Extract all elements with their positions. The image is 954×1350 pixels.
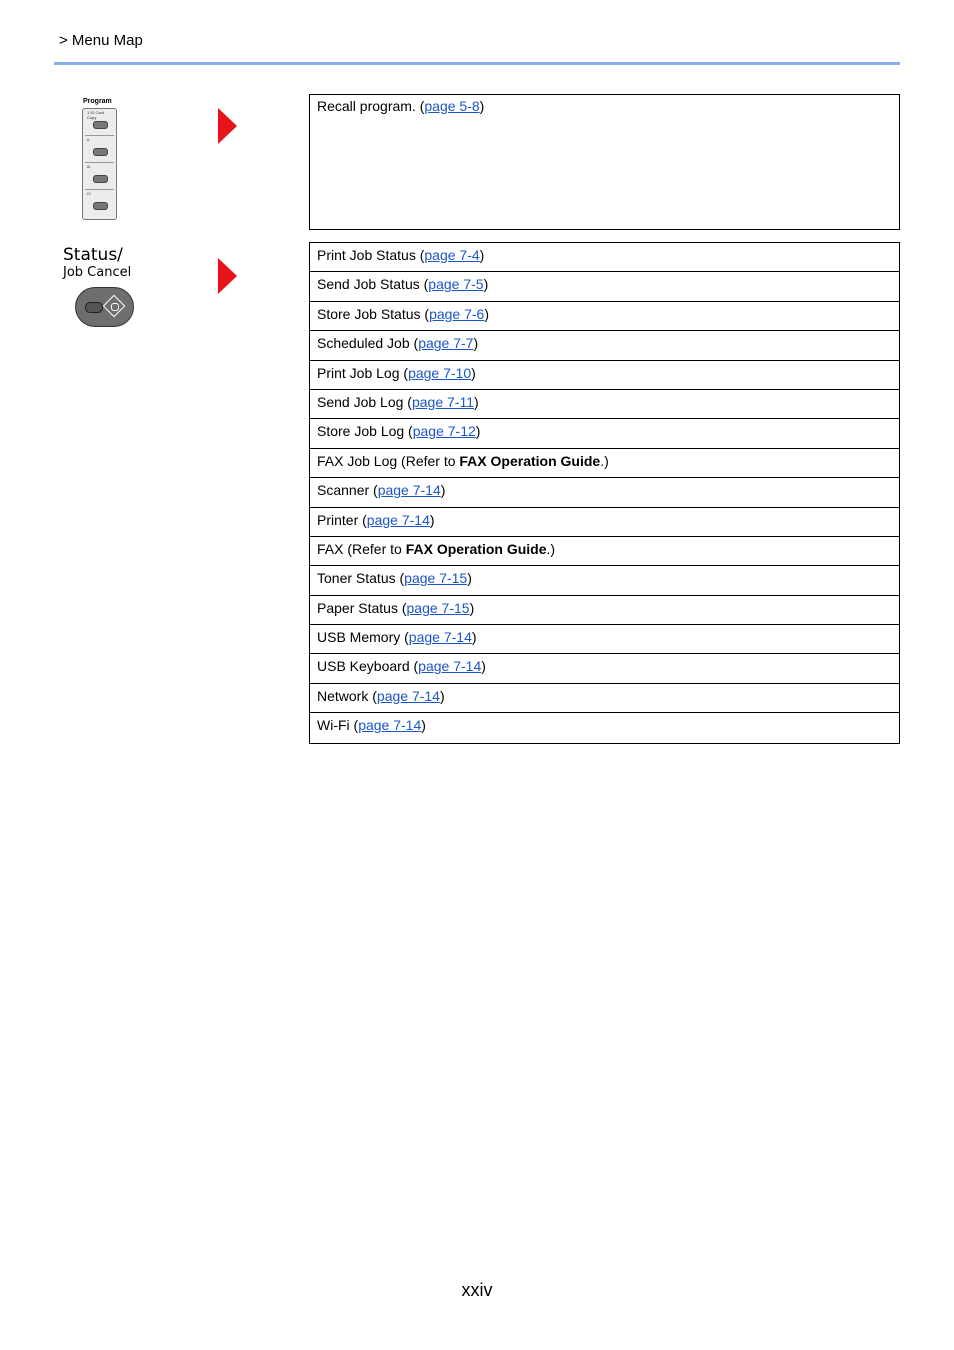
guide-reference: FAX Operation Guide [405, 540, 547, 557]
status-menu-item-suffix: ) [467, 570, 472, 587]
status-menu-item [310, 684, 899, 713]
status-menu-item-suffix: ) [484, 305, 490, 322]
status-menu-item-suffix: ) [481, 658, 486, 675]
status-menu-item [310, 508, 899, 537]
program-key-icon [93, 121, 108, 129]
status-menu-item [310, 390, 899, 419]
status-menu-item-suffix: ) [473, 335, 479, 352]
status-menu-item [310, 478, 899, 507]
page-link[interactable]: page 7-7 [418, 335, 474, 352]
breadcrumb: > Menu Map [59, 32, 143, 49]
status-menu-item-label: Store Job Status ( [317, 305, 430, 322]
status-menu-item-label: Scheduled Job ( [317, 335, 419, 352]
status-menu-item [310, 302, 899, 331]
status-menu-item-label: Network ( [317, 687, 377, 704]
page-link[interactable]: page 7-14 [366, 511, 430, 528]
status-menu-item-suffix: .) [546, 540, 556, 557]
status-menu-item-label: FAX (Refer to [317, 540, 406, 557]
page-link[interactable]: page 7-4 [424, 247, 480, 263]
page-number: xxiv [461, 1280, 493, 1300]
status-menu-item-suffix: ) [475, 423, 481, 440]
header-divider [54, 62, 900, 65]
status-menu-item [310, 566, 899, 595]
status-menu-item-label: FAX Job Log (Refer to [317, 452, 460, 469]
program-slot [85, 136, 114, 163]
status-menu-item-label: Print Job Log ( [317, 364, 409, 381]
status-menu-item-label: Store Job Log ( [317, 423, 413, 440]
status-menu-item [310, 361, 899, 390]
status-menu-item-suffix: .) [600, 452, 609, 469]
program-key-panel [82, 108, 117, 220]
status-menu-item [310, 272, 899, 301]
guide-reference: FAX Operation Guide [459, 452, 601, 469]
program-slot [85, 109, 114, 136]
status-job-cancel-label: Status/ Job Cancel [63, 245, 132, 280]
page-link[interactable]: page 7-6 [429, 305, 485, 322]
status-job-cancel-key-icon [75, 287, 134, 327]
program-entry: Recall program. (page 5-8) [317, 98, 485, 114]
status-menu-item-suffix: ) [471, 629, 477, 646]
status-menu-item [310, 713, 899, 742]
program-slot-label: IV. [87, 191, 92, 196]
page-link[interactable]: page 7-14 [377, 482, 441, 499]
status-menu-item-label: Scanner ( [317, 482, 378, 499]
status-menu-item [310, 331, 899, 360]
page-link[interactable]: page 7-14 [358, 717, 422, 734]
status-menu-item-suffix: ) [469, 599, 475, 616]
status-menu-item-label: Send Job Log ( [317, 393, 412, 410]
status-menu-item-label: Wi-Fi ( [317, 717, 359, 734]
status-menu-item [310, 419, 899, 448]
program-key-icon [93, 175, 108, 183]
status-menu-item-suffix: ) [479, 247, 485, 263]
page-link[interactable]: page 7-14 [408, 629, 472, 646]
status-menu-item-suffix: ) [440, 482, 446, 499]
status-menu-item [310, 449, 899, 478]
page-link[interactable]: page 7-11 [411, 393, 474, 410]
program-menu-box [309, 94, 900, 230]
status-menu-item-label: USB Keyboard ( [317, 658, 419, 675]
page-link[interactable]: page 7-15 [404, 570, 468, 587]
program-key-icon [93, 148, 108, 156]
program-keys-illustration [79, 98, 121, 222]
status-menu-item-suffix: ) [421, 717, 426, 734]
status-menu-item-suffix: ) [473, 393, 479, 410]
status-menu-item-label: Print Job Status ( [317, 247, 425, 263]
page-link[interactable]: page 7-14 [376, 687, 440, 704]
program-slot-label: 1 ID Card Copy [87, 110, 105, 120]
eye-icon [111, 303, 119, 311]
status-menu-item-suffix: ) [439, 687, 445, 704]
red-arrow-icon [218, 108, 237, 144]
status-menu-item-suffix: ) [471, 364, 476, 381]
program-key-icon [93, 202, 108, 210]
status-menu-item-suffix: ) [429, 511, 435, 528]
status-menu-item-suffix: ) [483, 276, 489, 293]
pill-icon [85, 302, 103, 313]
status-menu-item [310, 537, 899, 566]
page-link[interactable]: page 7-15 [406, 599, 470, 616]
page-link[interactable]: page 7-12 [412, 423, 476, 440]
page-link[interactable]: page 7-5 [428, 276, 484, 293]
program-label: Program [83, 98, 112, 105]
red-arrow-icon [218, 258, 237, 294]
status-menu-item-label: Printer ( [317, 511, 367, 528]
program-slot-label: III. [87, 164, 92, 169]
page-link[interactable]: page 7-14 [418, 658, 482, 675]
program-slot [85, 190, 114, 216]
status-menu-item [310, 243, 899, 272]
page-link[interactable]: page 5-8 [424, 98, 480, 114]
status-menu-box [309, 242, 900, 744]
status-menu-item-label: Send Job Status ( [317, 276, 429, 293]
status-menu-item-label: USB Memory ( [317, 629, 409, 646]
program-slot-label: II. [87, 137, 91, 142]
page-link[interactable]: page 7-10 [408, 364, 472, 381]
program-slot [85, 163, 114, 190]
status-menu-item [310, 596, 899, 625]
status-menu-item [310, 625, 899, 654]
status-menu-item [310, 654, 899, 683]
status-menu-item-label: Paper Status ( [317, 599, 407, 616]
status-menu-item-label: Toner Status ( [317, 570, 405, 587]
